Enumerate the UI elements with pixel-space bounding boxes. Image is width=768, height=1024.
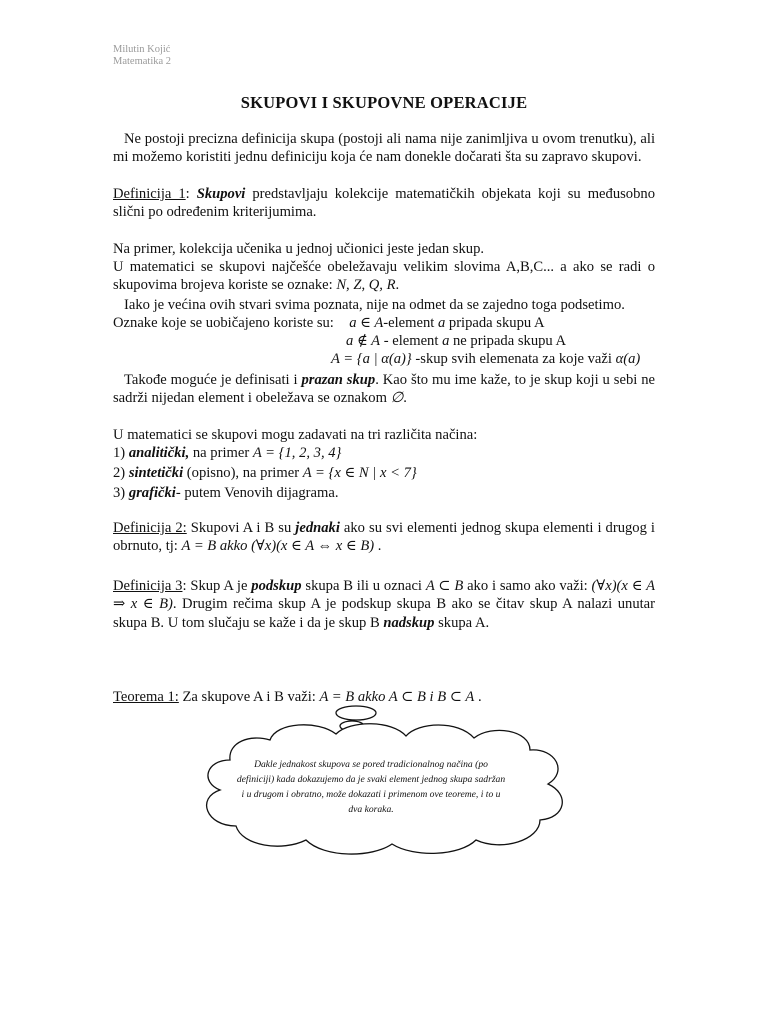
notation-list-row-1: Oznake koje se uobičajeno koriste su: a ∈ A-element a pripada skupu A (113, 315, 545, 331)
notation-list-row-3: A = {a | α(a)} -skup svih elemenata za koje važi α(a) (331, 351, 641, 367)
header-author: Milutin Kojić (113, 44, 171, 55)
definition-1-text: predstavljaju kolekcije matematičkih objekata koji su međusobno slični po određenim kriterijumima. (113, 186, 655, 221)
notation-list-row-2: a ∉ A - element a ne pripada skupu A (346, 333, 567, 349)
theorem-1-formula: A = B akko A ⊂ B i B ⊂ A (319, 689, 475, 705)
intro-paragraph: Ne postoji precizna definicija skupa (postoji ali nama nije zanimljiva u ovom trenutku), ali mi možemo koristiti jednu definiciju koja će nam donekle dočarati šta su zapravo skupovi. (113, 131, 655, 166)
theorem-1: Teorema 1: Za skupove A i B važi: A = B akko A ⊂ B i B ⊂ A . (113, 689, 482, 705)
element-of-symbol: a ∈ A (349, 315, 384, 331)
empty-set-paragraph: Takođe moguće je definisati i prazan skup. Kao što mu ime kaže, to je skup koji u sebi ne sadrži nijedan element i obeležava se oznakom ∅. (113, 372, 656, 407)
notation-paragraph: U matematici se skupovi najčešće obeležavaju velikim slovima A,B,C... a ako se radi o skupovima brojeva koriste se oznake: N, Z, Q, R. (113, 259, 655, 294)
definition-1-term: Skupovi (196, 186, 246, 202)
definition-3-label: Definicija 3 (113, 578, 183, 594)
subset-definition-formula: (∀x)(x ∈ A ⇒ x ∈ B) (113, 578, 655, 613)
way-2: 2) sintetički (opisno), na primer A = {x ∈ N | x < 7} (113, 465, 417, 481)
definition-2: Definicija 2: Skupovi A i B su jednaki ako su svi elementi jednog skupa elementi i drugog i obrnuto, tj: A = B akko (∀x)(x ∈ A ⇔ x ∈ B) . (113, 520, 655, 555)
set-builder-symbol: A = {a | α(a)} (331, 351, 412, 367)
not-element-of-symbol: a ∉ A (346, 333, 381, 349)
definition-1-label: Definicija 1 (113, 186, 186, 202)
theorem-1-label: Teorema 1: (113, 689, 179, 705)
cloud-note-text: Dakle jednakost skupova se pored tradicionalnog načina (po definiciji) kada dokazujemo da je svaki element jednog skupa sadržan i u drugom i obratno, može dokazati i primenom ove teoreme, i to u dva koraka. (236, 759, 506, 815)
definition-3: Definicija 3: Skup A je podskup skupa B ili u oznaci A ⊂ B ako i samo ako važi: (∀x)(x ∈ A ⇒ x ∈ B). Drugim rečima skup A je podskup skupa B ako se čitav skup A nalazi unutar skupa B. U tom slučaju se kaže i da je skup B nadskup skupa A. (113, 578, 656, 631)
example-paragraph: Na primer, kolekcija učenika u jednoj učionici jeste jedan skup. (113, 241, 485, 257)
reminder-paragraph: Iako je većina ovih stvari svima poznata, nije na odmet da se zajedno toga podsetimo. (124, 297, 625, 313)
number-sets: N, Z, Q, R (336, 277, 396, 294)
definition-3-term: podskup (251, 578, 302, 594)
definition-2-formula: A = B akko (∀x)(x ∈ A ⇔ x ∈ B) (181, 538, 375, 555)
way-1: 1) analitički, na primer A = {1, 2, 3, 4} (113, 445, 342, 461)
definition-1: Definicija 1: Skupovi predstavljaju kolekcije matematičkih objekata koji su međusobno slični po određenim kriterijumima. (113, 186, 655, 221)
way-3: 3) grafički- putem Venovih dijagrama. (113, 485, 339, 501)
example-set-2: A = {x ∈ N | x < 7} (302, 465, 417, 481)
definition-2-term: jednaki (295, 520, 340, 536)
superset-term: nadskup (383, 614, 435, 631)
definition-2-label: Definicija 2: (113, 520, 187, 536)
example-set-1: A = {1, 2, 3, 4} (252, 445, 342, 461)
ways-intro: U matematici se skupovi mogu zadavati na tri različita načina: (113, 427, 478, 443)
empty-set-term: prazan skup (301, 372, 376, 388)
thought-bubble-medium-icon (336, 706, 376, 720)
empty-set-symbol: ∅ (390, 390, 404, 407)
header-course: Matematika 2 (113, 56, 172, 67)
notation-intro: Oznake koje se uobičajeno koriste su: (113, 315, 334, 331)
page-title: SKUPOVI I SKUPOVNE OPERACIJE (240, 93, 528, 112)
subset-formula: A ⊂ B (425, 578, 464, 594)
